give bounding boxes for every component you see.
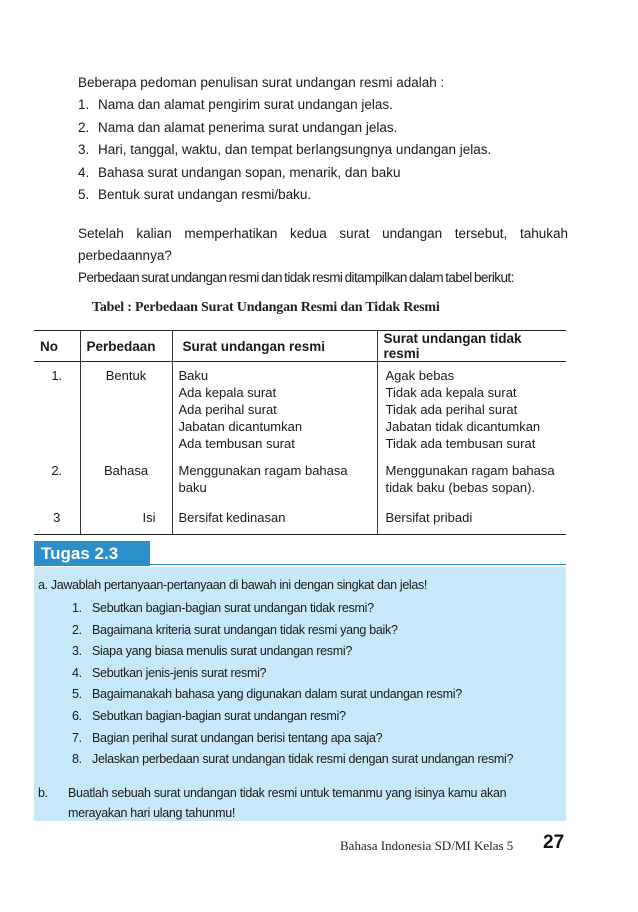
list-item: 2. Bagaimana kriteria surat undangan tidak resmi yang baik? [72, 622, 398, 637]
tugas-divider [150, 564, 566, 566]
tugas-title: Tugas 2.3 [34, 541, 150, 566]
table-row [34, 362, 566, 456]
list-item: 1. Nama dan alamat pengirim surat undangan jelas. [78, 97, 393, 112]
list-item: 3. Siapa yang biasa menulis surat undangan resmi? [72, 644, 352, 659]
part-b [38, 783, 558, 823]
list-item: 5. Bentuk surat undangan resmi/baku. [78, 187, 312, 202]
list-item: 4. Sebutkan jenis-jenis surat resmi? [72, 665, 267, 680]
part-b-label: b. [38, 785, 48, 800]
list-item: 2. Nama dan alamat penerima surat undangan jelas. [78, 119, 398, 135]
header-resmi: Surat undangan resmi [172, 331, 377, 362]
list-item: 8. Jelaskan perbedaan surat undangan tidak resmi dengan surat undangan resmi? [72, 752, 514, 767]
header-no: No [34, 331, 80, 362]
guideline-list [78, 94, 568, 207]
header-tidak-resmi: Surat undangan tidak resmi [377, 331, 566, 362]
cell-aspect: Bahasa [80, 455, 172, 499]
cell-resmi: Menggunakan ragam bahasa baku [172, 455, 377, 499]
cell-no: 1. [34, 362, 80, 456]
cell-aspect: Bentuk [80, 362, 172, 456]
list-item: 5. Bagaimanakah bahasa yang digunakan dalam surat undangan resmi? [72, 687, 462, 702]
cell-resmi: Baku Ada kepala surat Ada perihal surat Jabatan dicantumkan Ada tembusan surat [172, 362, 377, 456]
part-b-instruction: Buatlah sebuah surat undangan tidak resmi untuk temanmu yang isinya kamu akan merayakan hari ulang tahunmu! [68, 785, 507, 820]
part-a-instruction: a. Jawablah pertanyaan-pertanyaan di bawah ini dengan singkat dan jelas! [38, 578, 427, 592]
tugas-box [34, 567, 566, 821]
intro-section [78, 72, 568, 289]
list-item: 6. Sebutkan bagian-bagian surat undangan resmi? [72, 708, 346, 723]
list-item: 3. Hari, tanggal, waktu, dan tempat berlangsungnya undangan jelas. [78, 142, 492, 157]
list-item: 7. Bagian perihal surat undangan berisi tentang apa saja? [72, 730, 383, 745]
intro-paragraph-1: Setelah kalian memperhatikan kedua surat undangan tersebut, tahukah perbedaannya? [78, 225, 568, 263]
header-aspect: Perbedaan [80, 331, 172, 362]
question-list [38, 598, 558, 771]
intro-lead: Beberapa pedoman penulisan surat undangan resmi adalah : [78, 75, 445, 90]
table-caption: Tabel : Perbedaan Surat Undangan Resmi dan Tidak Resmi [92, 300, 440, 315]
cell-aspect: Isi [80, 499, 172, 535]
cell-no: 2. [34, 455, 80, 499]
list-item: 4. Bahasa surat undangan sopan, menarik, dan baku [78, 164, 401, 180]
table-row [34, 499, 566, 535]
cell-resmi: Bersifat kedinasan [172, 499, 377, 535]
page-number: 27 [543, 832, 565, 853]
intro-paragraph-2: Perbedaan surat undangan resmi dan tidak resmi ditampilkan dalam tabel berikut: [78, 269, 514, 285]
cell-tidak-resmi: Bersifat pribadi [377, 499, 566, 535]
cell-tidak-resmi: Menggunakan ragam bahasa tidak baku (bebas sopan). [385, 463, 555, 495]
table-header-row [34, 331, 566, 362]
table-row [34, 455, 566, 499]
comparison-table [34, 330, 566, 535]
tugas-header [34, 541, 566, 565]
cell-tidak-resmi: Agak bebas Tidak ada kepala surat Tidak ada perihal surat Jabatan tidak dicantumkan Tidak ada tembusan surat [385, 368, 541, 451]
list-item: 1. Sebutkan bagian-bagian surat undangan tidak resmi? [72, 601, 374, 615]
cell-no: 3 [34, 499, 80, 535]
book-title: Bahasa Indonesia SD/MI Kelas 5 [340, 838, 514, 853]
